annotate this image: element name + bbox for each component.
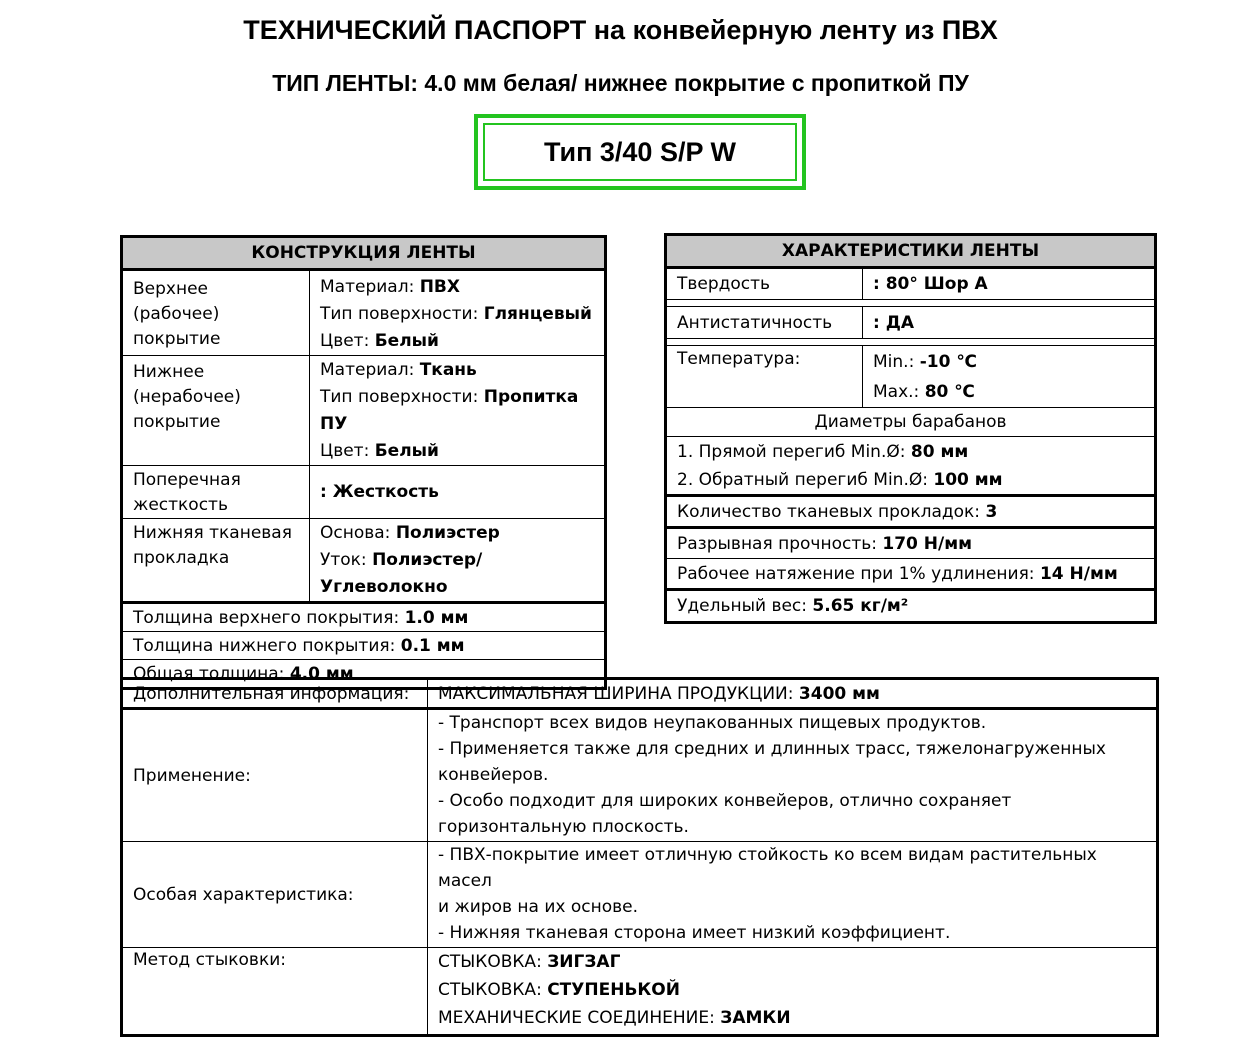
weight-value: 5.65 кг/м² (812, 596, 909, 616)
hardness-row (666, 268, 1156, 300)
color-value: Белый (374, 331, 439, 351)
plies-label: Количество тканевых прокладок: (677, 501, 986, 522)
bottom-thickness-value: 0.1 мм (400, 635, 465, 656)
top-cover-label: покрытие (133, 329, 221, 349)
color-label: Цвет: (320, 441, 375, 461)
working-tension-row (666, 559, 1156, 590)
material-value: ПВХ (419, 277, 460, 297)
join-value: СТУПЕНЬКОЙ (547, 980, 680, 1000)
antistatic-row (666, 307, 1156, 339)
plies-value: 3 (985, 501, 998, 522)
warp-label: Основа: (320, 523, 396, 543)
construction-header: КОНСТРУКЦИЯ ЛЕНТЫ (122, 237, 606, 270)
tensile-label: Разрывная прочность: (677, 533, 883, 554)
fabric-row (122, 519, 606, 603)
tensile-value: 170 Н/мм (882, 533, 973, 554)
application-line: горизонтальную плоскость. (438, 817, 689, 837)
working-tension-value: 14 Н/мм (1039, 563, 1118, 584)
plies-row (666, 496, 1156, 528)
weft-label: Уток: (320, 550, 373, 570)
weight-row (666, 590, 1156, 623)
fabric-label: прокладка (133, 548, 230, 568)
bottom-cover-label: Нижнее (133, 362, 205, 382)
drum-reverse-value: 100 мм (933, 470, 1003, 490)
material-value: Ткань (419, 360, 477, 380)
bottom-cover-label: (нерабочее) (133, 387, 241, 407)
type-box (474, 114, 806, 190)
feature-line: - ПВХ-покрытие имеет отличную стойкость ко всем видам растительных масел (438, 845, 1097, 891)
warp-value: Полиэстер (395, 523, 500, 543)
top-thickness-value: 1.0 мм (404, 607, 469, 628)
material-label: Материал: (320, 277, 420, 297)
transverse-value: : Жесткость (320, 482, 439, 502)
top-thickness-label: Толщина верхнего покрытия: (133, 607, 405, 628)
belt-type-subtitle: ТИП ЛЕНТЫ: 4.0 мм белая/ нижнее покрытие с пропиткой ПУ (272, 70, 969, 96)
application-line: - Особо подходит для широких конвейеров, отлично сохраняет (438, 791, 1012, 811)
transverse-label: Поперечная (133, 470, 241, 490)
working-tension-label: Рабочее натяжение при 1% удлинения: (677, 563, 1040, 584)
surface-value: Пропитка ПУ (320, 387, 579, 434)
top-cover-label: (рабочее) (133, 304, 220, 324)
surface-label: Тип поверхности: (320, 387, 484, 407)
join-label: МЕХАНИЧЕСКИЕ СОЕДИНЕНИЕ: (438, 1008, 721, 1028)
feature-label: Особая характеристика: (122, 842, 428, 948)
feature-row (122, 842, 1158, 948)
feature-line: - Нижняя тканевая сторона имеет низкий коэффициент. (438, 923, 951, 943)
drum-straight-value: 80 мм (910, 442, 969, 462)
drums-header: Диаметры барабанов (666, 408, 1156, 437)
joining-row (122, 948, 1158, 1036)
transverse-label: жесткость (133, 495, 228, 515)
info-label: Дополнительная информация: (122, 679, 428, 709)
join-value: ЗАМКИ (720, 1008, 791, 1028)
material-label: Материал: (320, 360, 420, 380)
top-cover-row (122, 270, 606, 356)
application-line: - Транспорт всех видов неупакованных пищевых продуктов. (438, 713, 987, 733)
weft-value: Полиэстер/Углеволокно (320, 550, 483, 597)
weight-label: Удельный вес: (677, 596, 813, 616)
construction-table (120, 235, 607, 690)
temp-min-value: -10 ℃ (919, 352, 977, 372)
info-text: МАКСИМАЛЬНАЯ ШИРИНА ПРОДУКЦИИ: (438, 683, 799, 704)
drum-reverse-label: 2. Обратный перегиб Min.Ø: (677, 470, 934, 490)
temp-max-value: 80 ℃ (924, 382, 975, 402)
tensile-row (666, 528, 1156, 559)
hardness-label: Твердость (666, 268, 863, 300)
additional-info-table (120, 677, 1159, 1037)
antistatic-label: Антистатичность (666, 307, 863, 339)
temperature-label: Температура: (666, 346, 863, 408)
characteristics-header: ХАРАКТЕРИСТИКИ ЛЕНТЫ (666, 235, 1156, 268)
surface-value: Глянцевый (483, 304, 592, 324)
color-value: Белый (374, 441, 439, 461)
application-row (122, 709, 1158, 842)
fabric-label: Нижняя тканевая (133, 523, 292, 543)
total-thickness-value: 4.0 мм (289, 663, 354, 684)
temperature-row (666, 346, 1156, 408)
join-label: СТЫКОВКА: (438, 980, 548, 1000)
document-title: ТЕХНИЧЕСКИЙ ПАСПОРТ на конвейерную ленту из ПВХ (243, 15, 998, 45)
application-line: конвейеров. (438, 765, 549, 785)
antistatic-value: : ДА (873, 312, 915, 333)
application-label: Применение: (122, 709, 428, 842)
color-label: Цвет: (320, 331, 375, 351)
join-label: СТЫКОВКА: (438, 952, 548, 972)
joining-label: Метод стыковки: (122, 948, 428, 1036)
join-value: ЗИГЗАГ (547, 952, 621, 972)
temp-max-label: Max.: (873, 382, 925, 402)
top-cover-label: Верхнее (133, 279, 209, 299)
hardness-value: : 80° Шор А (873, 274, 988, 294)
bottom-cover-row (122, 356, 606, 466)
bottom-thickness-row (122, 632, 606, 660)
application-line: - Применяется также для средних и длинных трасс, тяжелонагруженных (438, 739, 1106, 759)
transverse-row (122, 466, 606, 519)
surface-label: Тип поверхности: (320, 304, 484, 324)
feature-line: и жиров на их основе. (438, 897, 639, 917)
drums-header-row (666, 408, 1156, 437)
total-thickness-label: Общая толщина: (133, 663, 290, 684)
info-row (122, 679, 1158, 709)
top-thickness-row (122, 603, 606, 632)
temp-min-label: Min.: (873, 352, 920, 372)
drums-row (666, 437, 1156, 496)
bottom-thickness-label: Толщина нижнего покрытия: (133, 635, 401, 656)
info-value: 3400 мм (798, 683, 880, 704)
type-box-label: Тип 3/40 S/P W (483, 123, 797, 181)
drum-straight-label: 1. Прямой перегиб Min.Ø: (677, 442, 911, 462)
characteristics-table (664, 233, 1157, 624)
bottom-cover-label: покрытие (133, 412, 221, 432)
